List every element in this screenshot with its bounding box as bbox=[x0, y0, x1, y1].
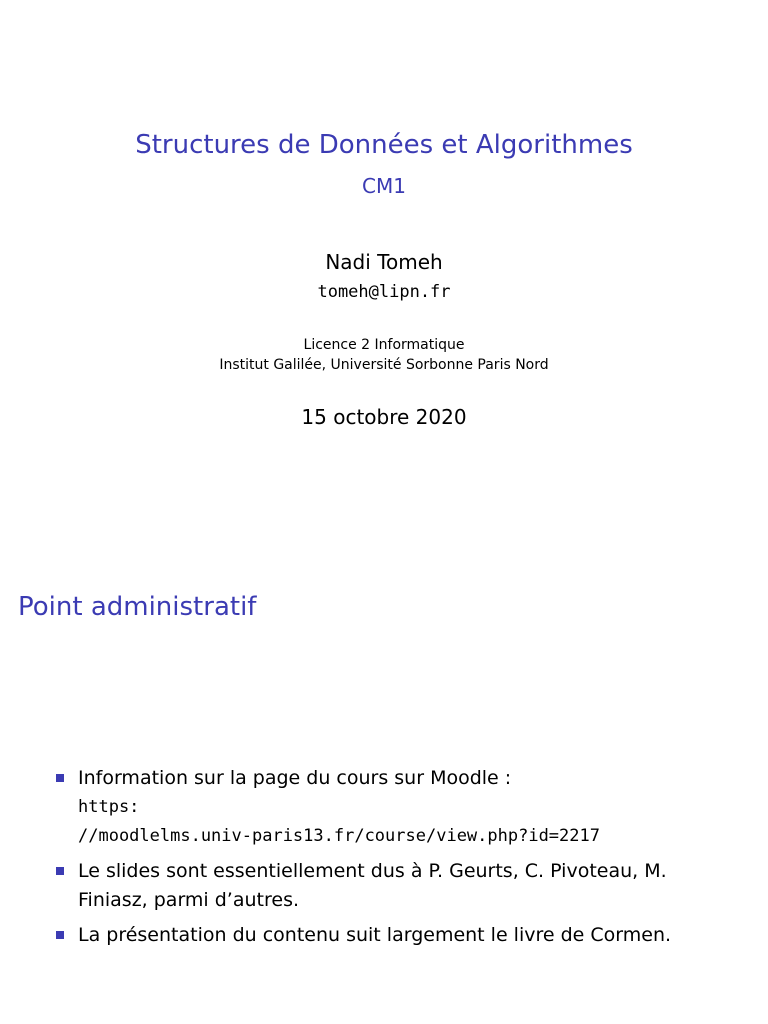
institute-program: Licence 2 Informatique bbox=[303, 337, 465, 353]
square-bullet-icon bbox=[56, 867, 64, 875]
presentation-date: 15 octobre 2020 bbox=[301, 405, 467, 429]
institute-university: Institut Galilée, Université Sorbonne Paris Nord bbox=[219, 357, 549, 373]
presentation-title: Structures de Données et Algorithmes bbox=[135, 130, 633, 160]
bullet-text-line1: Le slides sont essentiellement dus à P. Geurts, C. Pivoteau, M. bbox=[78, 860, 667, 882]
square-bullet-icon bbox=[56, 774, 64, 782]
square-bullet-icon bbox=[56, 931, 64, 939]
bullet-text: Information sur la page du cours sur Moodle : bbox=[78, 767, 512, 789]
slide-title: Point administratif bbox=[18, 592, 257, 622]
presentation-subtitle: CM1 bbox=[362, 174, 406, 198]
bullet-item-moodle bbox=[56, 764, 756, 851]
author-email: tomeh@lipn.fr bbox=[317, 282, 451, 302]
admin-slide bbox=[0, 512, 768, 1024]
bullet-item-cormen bbox=[56, 921, 756, 950]
bullet-list bbox=[56, 764, 756, 956]
author-name: Nadi Tomeh bbox=[325, 250, 443, 274]
moodle-link-part2[interactable]: //moodlelms.univ-paris13.fr/course/view.php?id=2217 bbox=[78, 826, 600, 846]
bullet-item-credits bbox=[56, 857, 756, 915]
bullet-text: La présentation du contenu suit largement le livre de Cormen. bbox=[78, 924, 672, 946]
moodle-link-part1[interactable]: https: bbox=[78, 797, 140, 817]
bullet-text-line2: Finiasz, parmi d’autres. bbox=[78, 889, 300, 911]
